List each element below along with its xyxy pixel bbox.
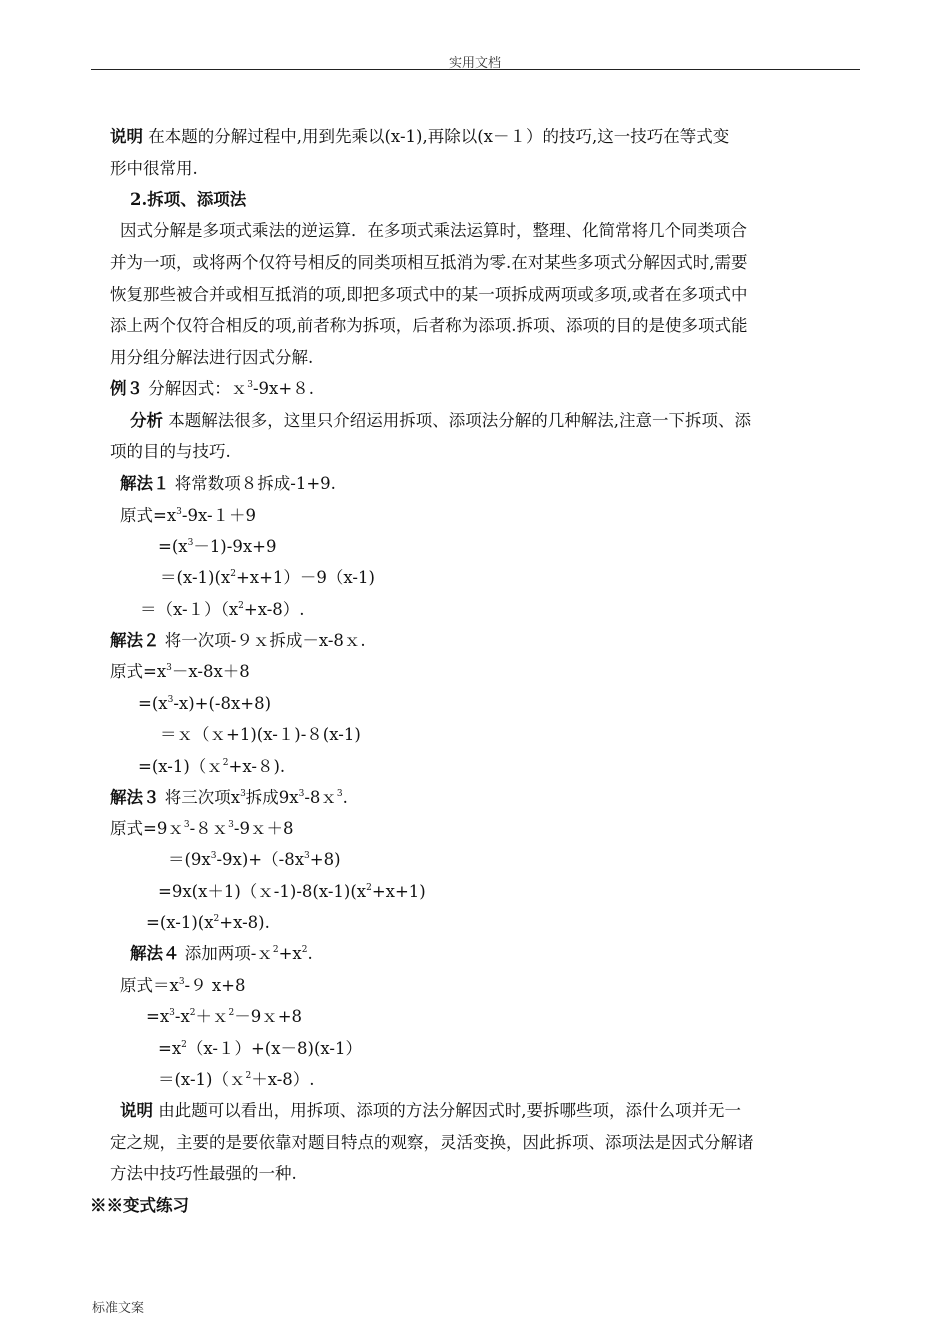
solution-1-heading — [120, 473, 336, 495]
solution-4-step-1 — [120, 975, 246, 997]
math-part: ＝(x-1)(x — [160, 568, 231, 587]
example-label: 例３ — [110, 379, 143, 398]
math-part: －x-8x＋8 — [171, 662, 250, 681]
solution-1-label: 解法１ — [120, 474, 170, 493]
solution-3-text: 将三次项x — [164, 788, 241, 807]
solution-1-step-3 — [160, 567, 375, 589]
paragraph-line-1: 因式分解是多项式乘法的逆运算．在多项式乘法运算时，整理、化简常将几个同类项合 — [120, 221, 747, 240]
paragraph-line-5: 用分组分解法进行因式分解. — [110, 348, 314, 367]
solution-1-step-2 — [158, 536, 276, 558]
math-part: =(x-1)(x — [146, 913, 214, 932]
superscript: 3 — [178, 977, 185, 987]
summary-text: 由此题可以看出，用拆项、添项的方法分解因式时,要拆哪些项，添什么项并无一 — [158, 1101, 741, 1120]
example-text: 分解因式：ｘ — [148, 379, 248, 398]
superscript: 2 — [189, 1008, 196, 1018]
math-part: 原式＝x — [120, 976, 179, 995]
summary-line-3: 方法中技巧性最强的一种. — [110, 1164, 297, 1183]
analysis-label: 分析 — [130, 411, 163, 430]
math-part: 原式=x — [110, 662, 167, 681]
solution-2-step-3: ＝ｘ（ｘ+1)(x-１)-８(x-1) — [160, 725, 361, 744]
note-label: 说明 — [110, 127, 143, 146]
solution-3-step-2 — [168, 849, 341, 871]
header-rule — [91, 69, 860, 70]
superscript: 2 — [366, 883, 372, 893]
solution-2-label: 解法２ — [110, 631, 160, 650]
page-footer: 标准文案 — [92, 1301, 145, 1316]
math-part: -x — [174, 1007, 190, 1026]
solution-3-step-4 — [146, 912, 270, 934]
superscript: 3 — [298, 789, 305, 799]
summary-line-2: 定之规，主要的是要依靠对题目特点的观察，灵活变换，因此拆项、添项法是因式分解诸 — [110, 1133, 754, 1152]
solution-2-text: 将一次项-９ｘ拆成－x-8ｘ. — [164, 631, 366, 650]
analysis-line-1 — [130, 410, 751, 432]
math-part: -9x)+（-8x — [216, 850, 305, 869]
superscript: 2 — [245, 1071, 252, 1081]
superscript: 3 — [336, 789, 343, 799]
solution-4-step-4 — [158, 1069, 315, 1091]
math-part: +x+1）－9（x-1) — [235, 568, 375, 587]
paragraph-line-2: 并为一项，或将两个仅符号相反的同类项相互抵消为零.在对某些多项式分解因式时,需要 — [110, 253, 748, 272]
solution-3-label: 解法３ — [110, 788, 160, 807]
solution-1-step-4 — [140, 599, 305, 621]
superscript: 3 — [228, 820, 234, 830]
superscript: 2 — [222, 758, 229, 768]
math-part: =x — [146, 1007, 170, 1026]
math-part: 原式=x — [120, 506, 177, 525]
solution-2-step-1 — [110, 661, 250, 683]
superscript: 2 — [230, 569, 236, 579]
analysis-line-2: 项的目的与技巧. — [110, 442, 231, 461]
solution-4-label: 解法４ — [130, 944, 180, 963]
page-header: 实用文档 — [448, 56, 501, 71]
superscript: 3 — [187, 538, 194, 548]
solution-3-text: . — [342, 788, 348, 807]
superscript: 3 — [169, 1008, 175, 1018]
solution-1-step-1 — [120, 505, 256, 527]
math-part: =9x(x＋1)（ｘ-1)-8(x-1)(x — [158, 882, 367, 901]
math-part: ＝（x-１）（x — [140, 600, 239, 619]
math-part: =(x-1)（ｘ — [138, 757, 223, 776]
superscript: 3 — [166, 663, 172, 673]
solution-3-step-3 — [158, 881, 426, 903]
math-part: +x-8). — [219, 913, 270, 932]
superscript: 2 — [272, 945, 279, 955]
math-part: -9ｘ＋8 — [233, 819, 294, 838]
practice-heading: ※※变式练习 — [90, 1196, 189, 1215]
note-text: 在本题的分解过程中,用到先乘以(x-1),再除以(x－１）的技巧,这一技巧在等式变 — [148, 127, 730, 146]
solution-4-text: 添加两项-ｘ — [184, 944, 273, 963]
paragraph-line-4: 添上两个仅符合相反的项,前者称为拆项，后者称为添项.拆项、添项的目的是使多项式能 — [110, 316, 748, 335]
math-part: ＋x-8）. — [251, 1070, 315, 1089]
math-part: +8) — [309, 850, 341, 869]
superscript: 3 — [176, 507, 182, 517]
solution-4-heading — [130, 943, 313, 965]
solution-1-text: 将常数项８拆成-1+9. — [174, 474, 336, 493]
solution-3-step-1 — [110, 818, 293, 840]
math-part: =x — [158, 1039, 182, 1058]
note-line-2: 形中很常用. — [110, 159, 198, 178]
example-text-tail: -9x+８. — [252, 379, 314, 398]
solution-2-step-2 — [138, 693, 271, 715]
solution-2-heading — [110, 630, 366, 652]
math-part: =(x — [138, 694, 168, 713]
note-line-1 — [110, 126, 729, 148]
superscript: 3 — [304, 851, 310, 861]
superscript: 3 — [240, 789, 246, 799]
solution-3-text: 拆成9x — [245, 788, 299, 807]
math-part: +x-8）. — [243, 600, 305, 619]
superscript: 3 — [167, 695, 174, 705]
solution-4-step-3 — [158, 1038, 362, 1060]
math-part: ＝(x-1)（ｘ — [158, 1070, 246, 1089]
math-part: -x)+(-8x+8) — [173, 694, 272, 713]
summary-label: 说明 — [120, 1101, 153, 1120]
solution-4-text: +x — [278, 944, 302, 963]
solution-4-step-2 — [146, 1006, 302, 1028]
solution-2-step-4 — [138, 756, 285, 778]
superscript: 3 — [183, 820, 190, 830]
math-part: （x-１）+(x－8)(x-1） — [186, 1039, 362, 1058]
math-part: +x+1) — [371, 882, 426, 901]
solution-4-text: . — [307, 944, 313, 963]
superscript: 3 — [210, 851, 217, 861]
section-title: 2.拆项、添项法 — [130, 190, 247, 209]
math-part: -８ｘ — [189, 819, 229, 838]
math-part: +x-８). — [228, 757, 286, 776]
superscript: 3 — [247, 380, 253, 390]
math-part: －9ｘ+8 — [234, 1007, 303, 1026]
math-part: ＋ｘ — [195, 1007, 229, 1026]
example-line — [110, 378, 314, 400]
superscript: 2 — [181, 1040, 187, 1050]
math-part: －1)-9x+9 — [193, 537, 277, 556]
summary-line-1 — [120, 1100, 741, 1122]
math-part: -9x-１＋9 — [181, 506, 257, 525]
math-part: 原式=9ｘ — [110, 819, 184, 838]
superscript: 2 — [213, 914, 220, 924]
analysis-text: 本题解法很多，这里只介绍运用拆项、添项法分解的几种解法,注意一下拆项、添 — [168, 411, 751, 430]
superscript: 2 — [238, 601, 244, 611]
math-part: -９ x+8 — [184, 976, 246, 995]
superscript: 2 — [228, 1008, 235, 1018]
math-part: ＝(9x — [168, 850, 211, 869]
superscript: 2 — [301, 945, 308, 955]
paragraph-line-3: 恢复那些被合并或相互抵消的项,即把多项式中的某一项拆成两项或多项,或者在多项式中 — [110, 285, 748, 304]
solution-3-heading — [110, 787, 348, 809]
math-part: =(x — [158, 537, 188, 556]
solution-3-text: -8ｘ — [304, 788, 337, 807]
